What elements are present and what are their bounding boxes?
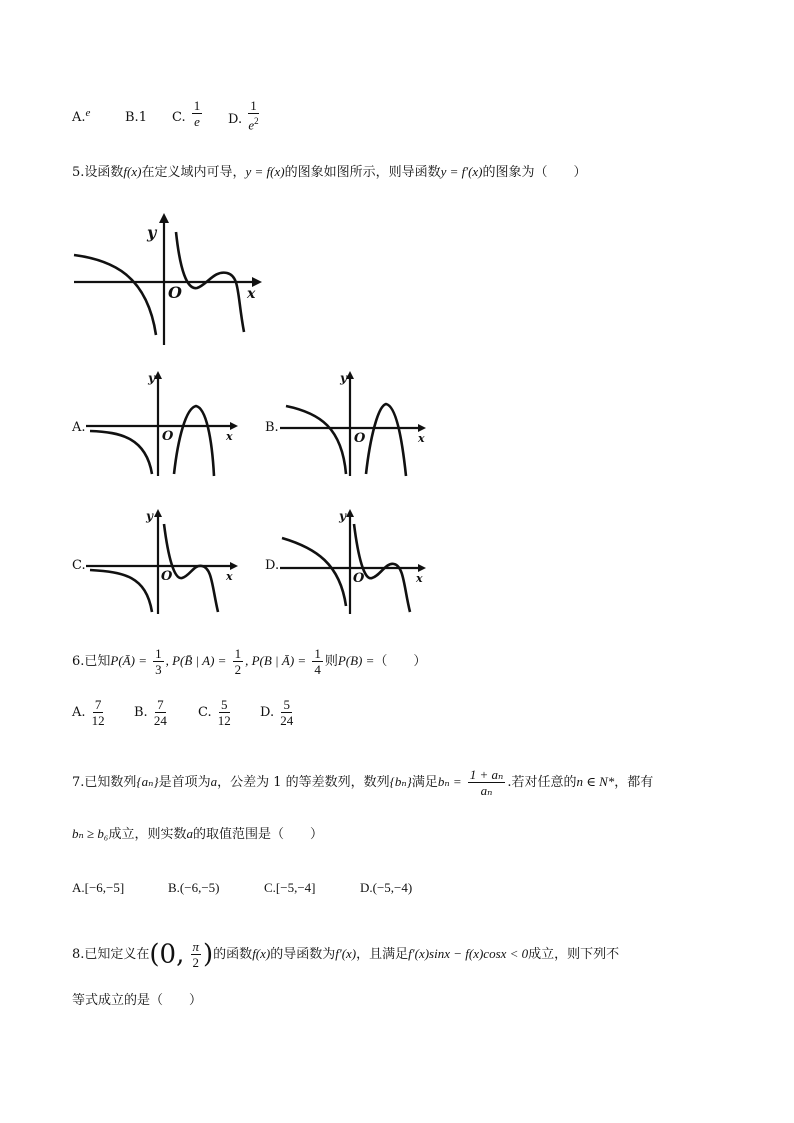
curve-left-branch — [74, 255, 156, 335]
q5-option-b-graph — [280, 368, 440, 480]
q7-option-c: C.[−5,−4] — [264, 880, 316, 895]
q7-question-line1: 7.已知数列{aₙ}是首项为a，公差为 1 的等差数列，数列{bₙ}满足bₙ = $\frac{\text{1 + aₙ}}{\text{aₙ}}$ .若对任意的n ∈ N*，都有 — [72, 767, 654, 798]
q6-option-a: A. $\frac{7}{12}$ — [72, 697, 105, 728]
q5-option-a-label: A. — [72, 420, 86, 435]
q8-question-line2: 等式成立的是（ ） — [72, 993, 203, 1008]
x-label: x — [226, 570, 233, 583]
q8-question-line1: 8.已知定义在(0, $\frac{\pi}{2}$ )的函数f(x)的导函数为f′(x)，且满足f′(x)sinx − f(x)cosx < 0成立，则下列不 — [72, 939, 620, 970]
q4-option-c: C. $\frac{1}{e}$ — [172, 98, 201, 129]
q5-option-d-label: D. — [265, 558, 280, 573]
origin-label: O — [353, 571, 365, 586]
x-label: x — [416, 572, 423, 585]
y-label: y — [147, 223, 157, 242]
y-axis-arrow — [346, 509, 354, 517]
fraction: $\frac{1}{e}$ — [193, 98, 201, 129]
q5-option-a-graph — [86, 368, 246, 480]
origin-label: O — [161, 569, 173, 584]
q6-question: 6.已知P(Ā) = $\frac{1}{3}$ , P(B̄ | A) = $\frac{1}{2}$ , P(B | Ā) = $\frac{1}{4}$ 则P(B) =（ ） — [72, 646, 427, 677]
y-axis-arrow — [154, 371, 162, 379]
y-label: y — [148, 371, 155, 385]
origin-label: O — [354, 431, 366, 446]
x-axis-arrow — [418, 424, 426, 432]
q4-option-d: D. $\frac{1}{e^2}$ — [228, 98, 259, 133]
curve-left-branch — [90, 570, 152, 612]
q5-option-c-graph — [86, 506, 246, 618]
y-label: y — [146, 509, 153, 523]
origin-label: O — [168, 283, 182, 302]
q5-option-d-graph — [280, 506, 440, 618]
y-axis-arrow — [346, 371, 354, 379]
curve-right-branch — [174, 406, 214, 476]
x-axis-arrow — [230, 562, 238, 570]
y-label: y — [340, 371, 347, 385]
q4-option-a: A.$^e$ — [72, 107, 91, 125]
curve-left-branch — [282, 538, 346, 606]
x-axis-arrow — [230, 422, 238, 430]
curve-left-branch — [90, 431, 152, 474]
curve-right-branch — [164, 524, 218, 612]
q5-question: 5.设函数f(x)在定义域内可导，y = f(x)的图象如图所示，则导函数y = f′(x)的图象为（ ） — [72, 164, 587, 180]
x-axis-arrow — [418, 564, 426, 572]
q7-question-line2: bₙ ≥ b₆成立，则实数a的取值范围是（ ） — [72, 826, 323, 842]
curve-left-branch — [286, 406, 346, 474]
x-label: x — [247, 286, 256, 302]
y-axis-arrow — [159, 213, 169, 223]
x-label: x — [418, 432, 425, 445]
q5-main-graph — [72, 210, 272, 350]
x-label: x — [226, 430, 233, 443]
q7-option-d: D.(−5,−4) — [360, 880, 413, 895]
y-axis-arrow — [154, 509, 162, 517]
q7-option-b: B.(−6,−5) — [168, 880, 220, 895]
q7-option-a: A.[−6,−5] — [72, 880, 125, 895]
q5-option-c-label: C. — [72, 558, 86, 573]
origin-label: O — [162, 429, 174, 444]
q6-option-d: D. $\frac{5}{24}$ — [260, 697, 294, 728]
y-label: y — [339, 509, 346, 523]
q4-option-b: B.1 — [125, 110, 147, 125]
q6-option-c: C. $\frac{5}{12}$ — [198, 697, 231, 728]
q6-option-b: B. $\frac{7}{24}$ — [134, 697, 167, 728]
q5-option-b-label: B. — [265, 420, 279, 435]
curve-right-branch — [366, 404, 406, 476]
fraction: $\frac{1}{e^2}$ — [248, 98, 259, 133]
